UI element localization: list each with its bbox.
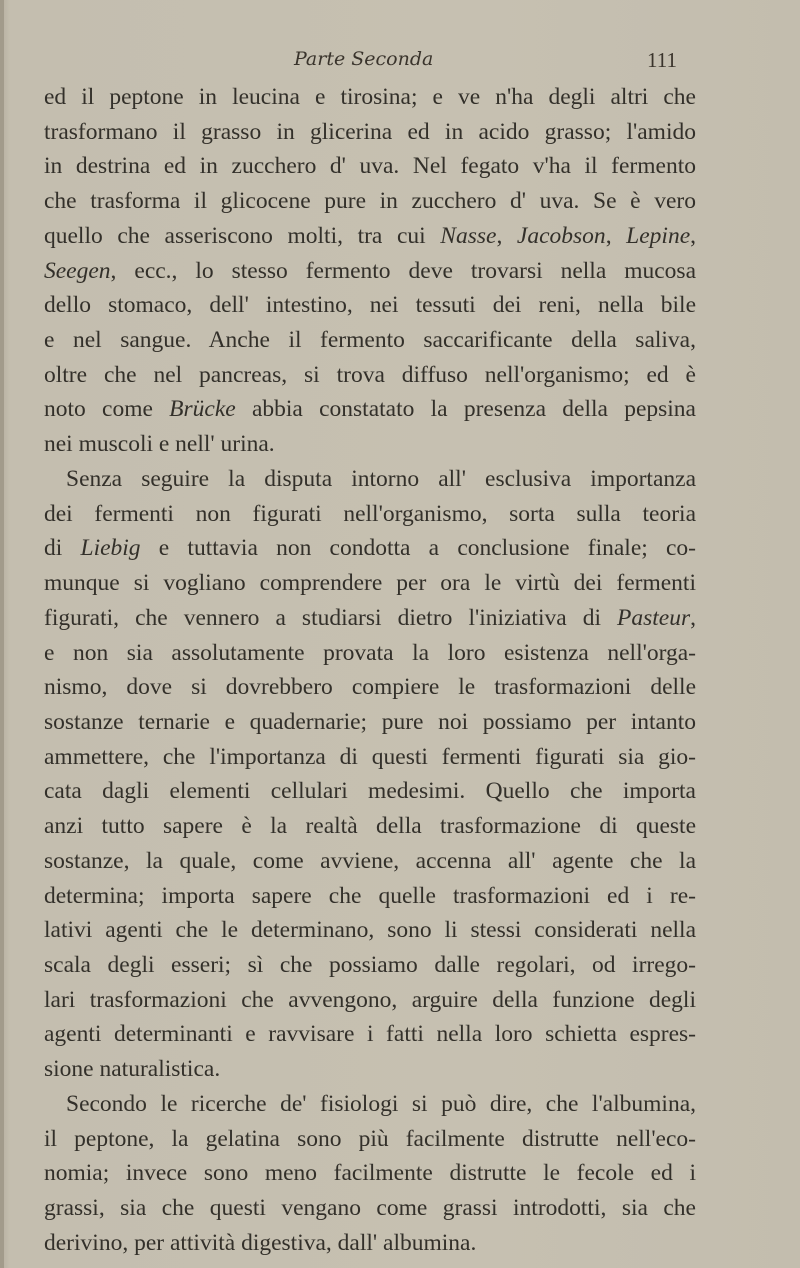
text-line: munque si vogliano comprendere per ora le virtù dei fermenti xyxy=(44,570,696,597)
text-line: sostanze ternarie e quadernarie; pure noi possiamo per intanto xyxy=(44,708,696,735)
text-line: anzi tutto sapere è la realtà della trasformazione di queste xyxy=(44,813,696,840)
text-line: agenti determinanti e ravvisare i fatti nella loro schietta espres- xyxy=(44,1021,696,1048)
text-line: sione naturalistica. xyxy=(44,1056,221,1083)
text-line: Seegen, ecc., lo stesso fermento deve trovarsi nella mucosa xyxy=(44,257,696,284)
text-line: trasformano il grasso in glicerina ed in acido grasso; l'amido xyxy=(44,118,696,145)
text-line: derivino, per attività digestiva, dall' albumina. xyxy=(44,1229,477,1256)
page-header xyxy=(0,48,800,74)
text-line: sostanze, la quale, come avviene, accenna all' agente che la xyxy=(44,847,696,874)
text-line: di Liebig e tuttavia non condotta a conclusione finale; co- xyxy=(44,535,696,562)
text-line: in destrina ed in zucchero d' uva. Nel fegato v'ha il fermento xyxy=(44,153,696,180)
text-line: quello che asseriscono molti, tra cui Nasse, Jacobson, Lepine, xyxy=(44,222,696,249)
text-line: scala degli esseri; sì che possiamo dalle regolari, od irrego- xyxy=(44,951,696,978)
text-line: lativi agenti che le determinano, sono li stessi considerati nella xyxy=(44,917,696,944)
text-line: e non sia assolutamente provata la loro esistenza nell'orga- xyxy=(44,639,696,666)
text-line: e nel sangue. Anche il fermento saccarificante della saliva, xyxy=(44,327,696,354)
text-line: nismo, dove si dovrebbero compiere le trasformazioni delle xyxy=(44,674,696,701)
text-line: che trasforma il glicocene pure in zucchero d' uva. Se è vero xyxy=(44,188,696,215)
text-line: ed il peptone in leucina e tirosina; e ve n'ha degli altri che xyxy=(44,84,696,110)
page-number: 111 xyxy=(647,48,677,72)
text-line: determina; importa sapere che quelle trasformazioni ed i re- xyxy=(44,882,696,909)
text-line: ammettere, che l'importanza di questi fermenti figurati sia gio- xyxy=(44,743,696,770)
text-line: dei fermenti non figurati nell'organismo, sorta sulla teoria xyxy=(44,500,696,527)
page-binding-edge xyxy=(0,0,4,1268)
text-line: il peptone, la gelatina sono più facilmente distrutte nell'eco- xyxy=(44,1125,696,1152)
body-text xyxy=(44,80,696,1260)
running-head: Parte Seconda xyxy=(294,48,434,70)
text-line: oltre che nel pancreas, si trova diffuso nell'organismo; ed è xyxy=(44,361,696,388)
text-line: Secondo le ricerche de' fisiologi si può dire, che l'albumina, xyxy=(66,1090,696,1117)
text-line: lari trasformazioni che avvengono, arguire della funzione degli xyxy=(44,986,696,1013)
text-line: nomia; invece sono meno facilmente distrutte le fecole ed i xyxy=(44,1160,696,1187)
text-line: noto come Brücke abbia constatato la presenza della pepsina xyxy=(44,396,696,423)
text-line: dello stomaco, dell' intestino, nei tessuti dei reni, nella bile xyxy=(44,292,696,319)
text-line: figurati, che vennero a studiarsi dietro l'iniziativa di Pasteur, xyxy=(44,604,696,631)
text-line: Senza seguire la disputa intorno all' esclusiva importanza xyxy=(66,465,696,492)
text-line: grassi, sia che questi vengano come grassi introdotti, sia che xyxy=(44,1195,696,1221)
text-line: cata dagli elementi cellulari medesimi. Quello che importa xyxy=(44,778,696,805)
text-line: nei muscoli e nell' urina. xyxy=(44,431,275,458)
